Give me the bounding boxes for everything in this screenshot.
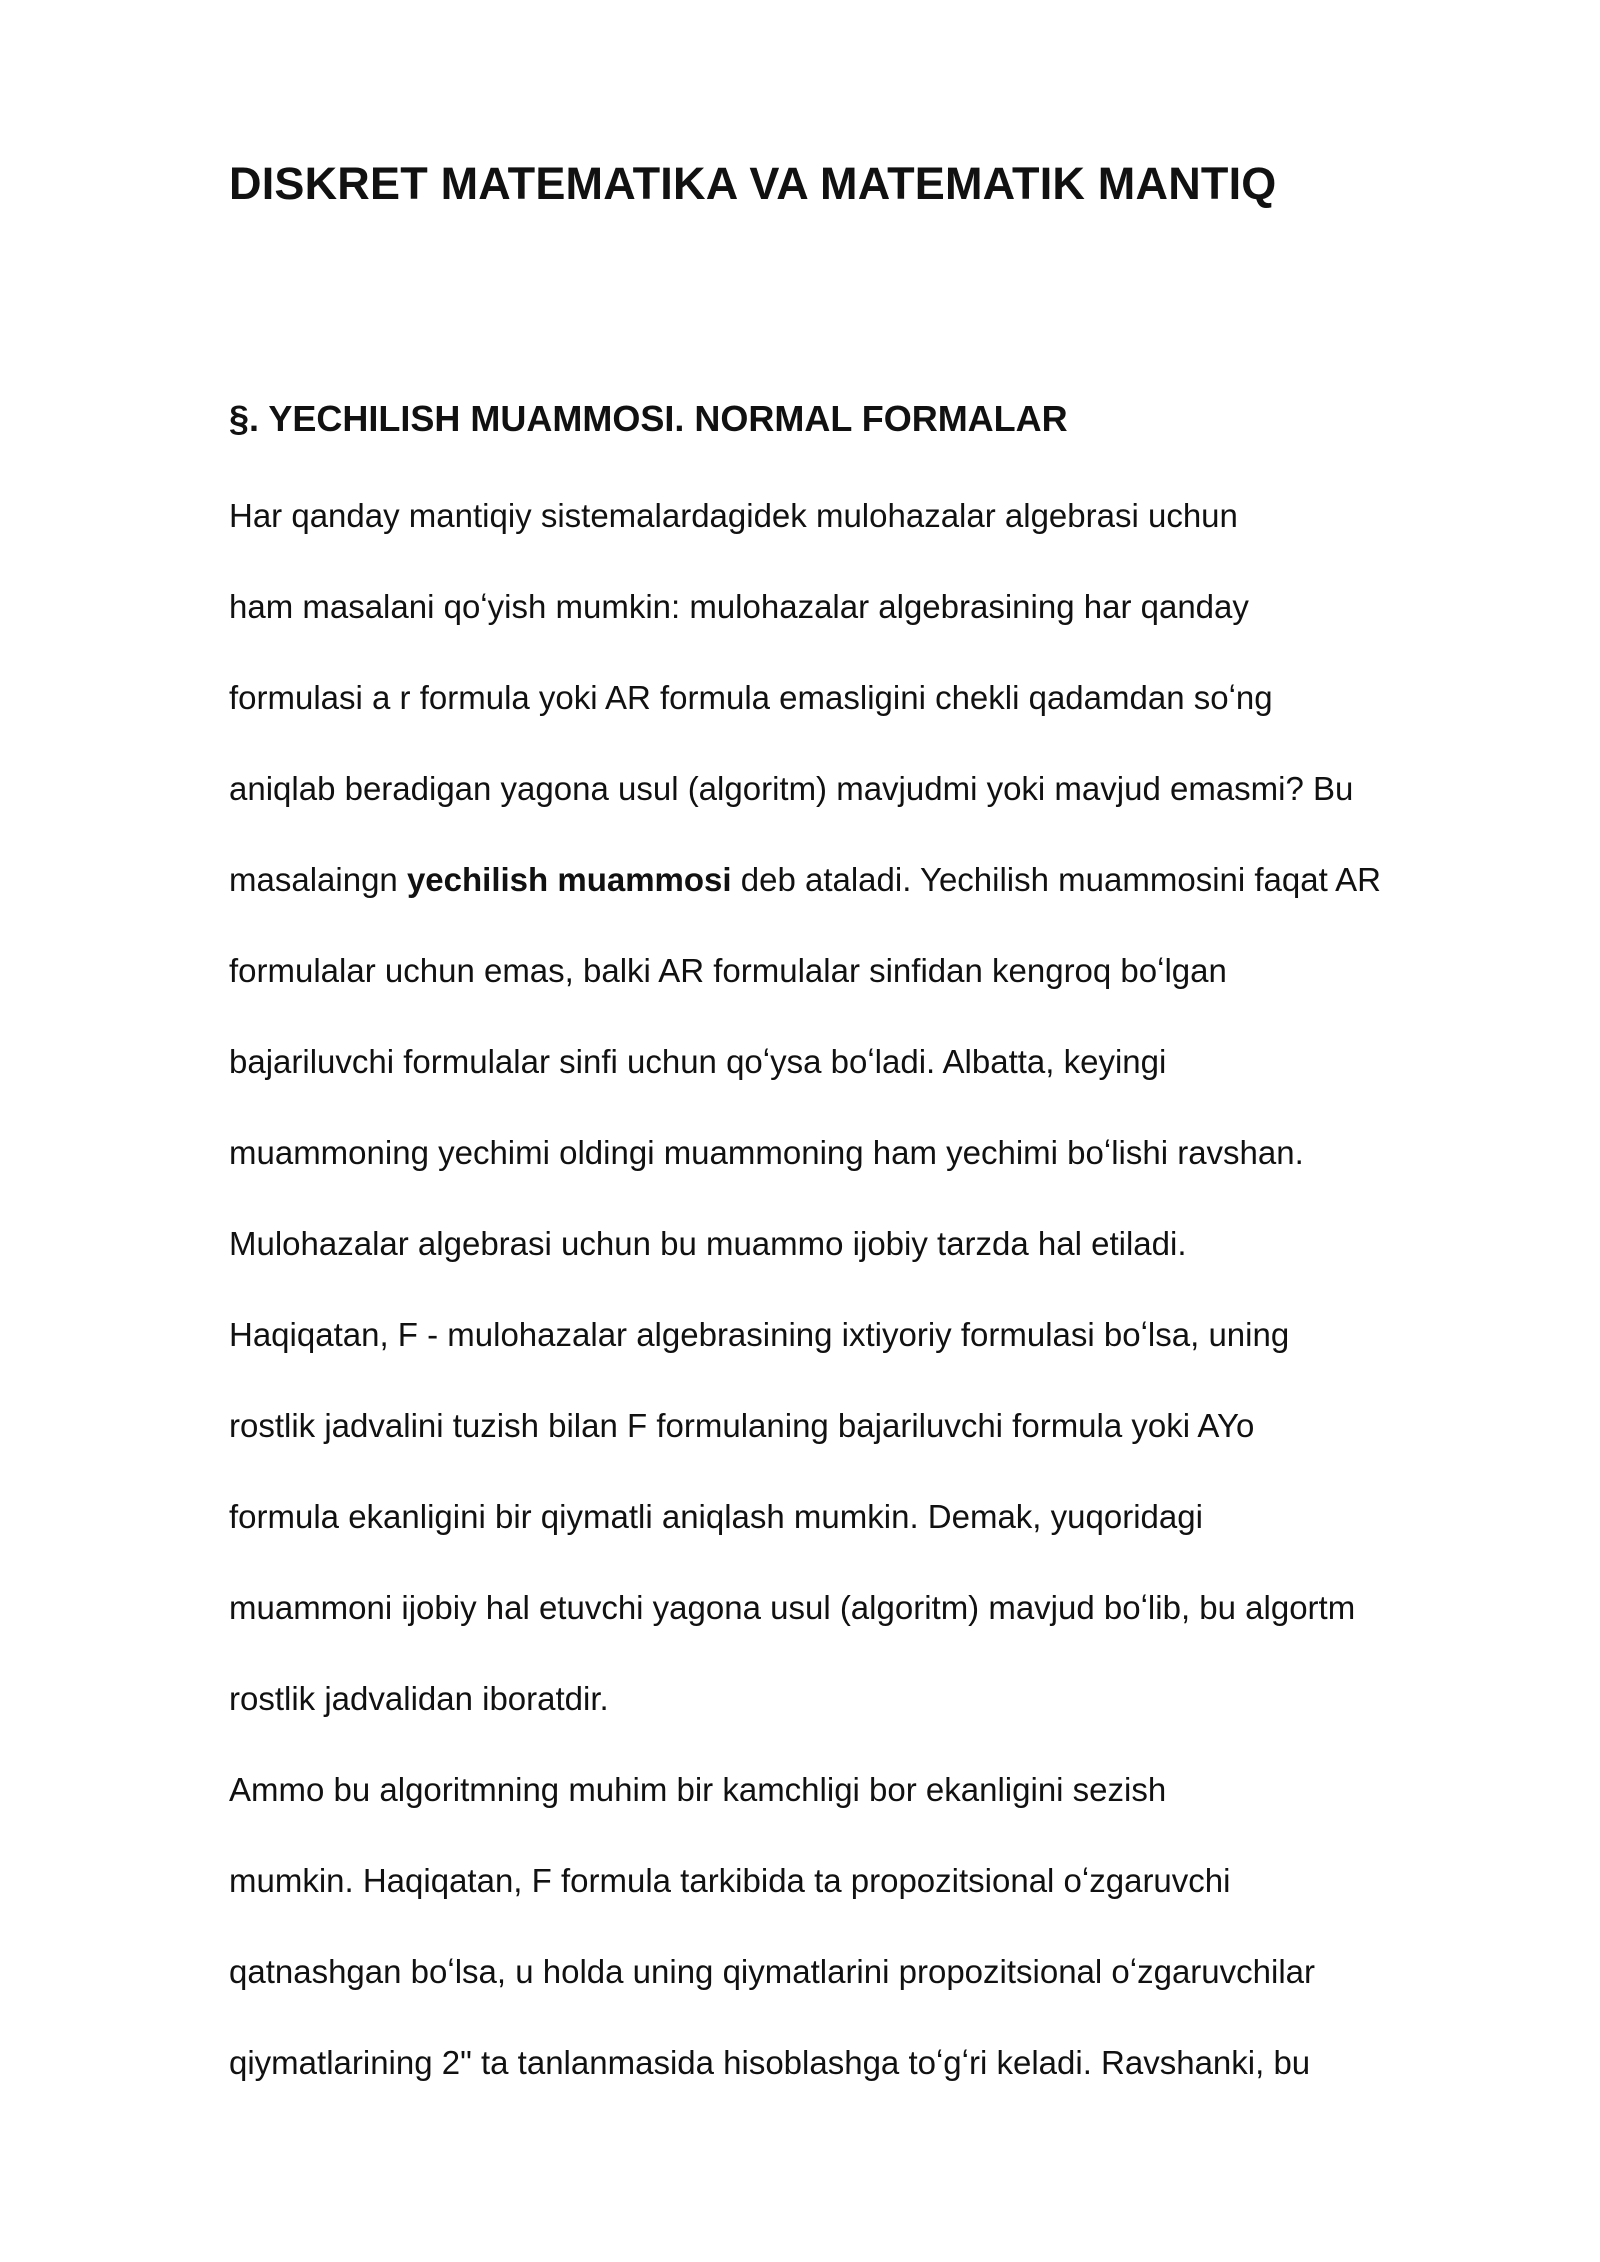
paragraph-line: formula ekanligini bir qiymatli aniqlash mumkin. Demak, yuqoridagi bbox=[229, 1498, 1203, 1535]
paragraph-line: formulalar uchun emas, balki AR formulalar sinfidan kengroq boʻlgan bbox=[229, 952, 1227, 989]
paragraph-line: mumkin. Haqiqatan, F formula tarkibida ta propozitsional oʻzgaruvchi bbox=[229, 1862, 1231, 1899]
bold-term: yechilish muammosi bbox=[406, 861, 732, 898]
line-text: masalaingn bbox=[229, 861, 407, 898]
paragraph-line: muammoning yechimi oldingi muammoning ham yechimi boʻlishi ravshan. bbox=[229, 1134, 1304, 1171]
paragraph-line: aniqlab beradigan yagona usul (algoritm) mavjudmi yoki mavjud emasmi? Bu bbox=[229, 770, 1354, 807]
paragraph-line: Ammo bu algoritmning muhim bir kamchligi bor ekanligini sezish bbox=[229, 1771, 1167, 1808]
paragraph-line: qatnashgan boʻlsa, u holda uning qiymatlarini propozitsional oʻzgaruvchilar bbox=[229, 1953, 1316, 1990]
paragraph-line: rostlik jadvalini tuzish bilan F formulaning bajariluvchi formula yoki AYo bbox=[229, 1407, 1255, 1444]
paragraph-line: formulasi a r formula yoki AR formula emasligini chekli qadamdan soʻng bbox=[229, 679, 1273, 716]
paragraph-line: qiymatlarining 2" ta tanlanmasida hisoblashga toʻgʻri keladi. Ravshanki, bu bbox=[229, 2044, 1311, 2081]
line-text: deb ataladi. Yechilish muammosini faqat AR bbox=[731, 861, 1381, 898]
paragraph-line: Haqiqatan, F - mulohazalar algebrasining ixtiyoriy formulasi boʻlsa, uning bbox=[229, 1316, 1290, 1353]
paragraph-line: Mulohazalar algebrasi uchun bu muammo ijobiy tarzda hal etiladi. bbox=[229, 1225, 1187, 1262]
paragraph-line: rostlik jadvalidan iboratdir. bbox=[229, 1680, 609, 1717]
section-heading: §. YECHILISH MUAMMOSI. NORMAL FORMALAR bbox=[229, 398, 1068, 439]
paragraph-line: Har qanday mantiqiy sistemalardagidek mulohazalar algebrasi uchun bbox=[229, 497, 1238, 534]
document-title: DISKRET MATEMATIKA VA MATEMATIK MANTIQ bbox=[229, 158, 1277, 209]
paragraph-line: muammoni ijobiy hal etuvchi yagona usul (algoritm) mavjud boʻlib, bu algortm bbox=[229, 1589, 1356, 1626]
paragraph-line: bajariluvchi formulalar sinfi uchun qoʻysa boʻladi. Albatta, keyingi bbox=[229, 1043, 1167, 1080]
paragraph-line bbox=[229, 860, 1381, 900]
paragraph-line: ham masalani qoʻyish mumkin: mulohazalar algebrasining har qanday bbox=[229, 588, 1249, 625]
